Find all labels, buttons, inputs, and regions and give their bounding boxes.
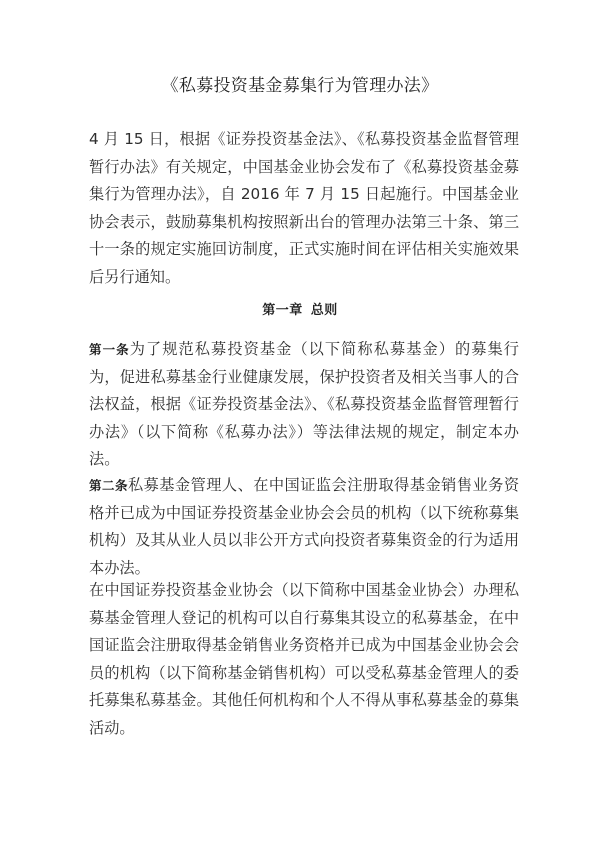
article-2-number: 第二条	[89, 478, 128, 493]
article-1-text: 为了规范私募投资基金（以下简称私募基金）的募集行为，促进私募基金行业健康发展，保护投资者及相关当事人的合法权益，根据《证券投资基金法》、《私募投资基金监督管理暂行办法》（以下简称《私募办法》）等法律法规的规定，制定本办法。	[89, 340, 519, 468]
article-1	[89, 336, 519, 474]
article-1-number: 第一条	[89, 342, 130, 357]
article-2	[89, 472, 519, 582]
chapter-heading	[0, 301, 600, 321]
document-title: 《私募投资基金募集行为管理办法》	[161, 76, 439, 96]
chapter-number: 第一章	[262, 303, 303, 318]
article-2-text: 私募基金管理人、在中国证监会注册取得基金销售业务资格并已成为中国证券投资基金业协会会员的机构（以下统称募集机构）及其从业人员以非公开方式向投资者募集资金的行为适用本办法。	[89, 476, 519, 577]
article-2-continuation: 在中国证券投资基金业协会（以下简称中国基金业协会）办理私募基金管理人登记的机构可以自行募集其设立的私募基金，在中国证监会注册取得基金销售业务资格并已成为中国基金业协会会员的机构（以下简称基金销售机构）可以受私募基金管理人的委托募集私募基金。其他任何机构和个人不得从事私募基金的募集活动。	[89, 581, 519, 737]
intro-paragraph: 4 月 15 日，根据《证券投资基金法》、《私募投资基金监督管理暂行办法》有关规定，中国基金业协会发布了《私募投资基金募集行为管理办法》，自 2016 年 7 月 15 日起施行。中国基金业协会表示，鼓励募集机构按照新出台的管理办法第三十条、第三十一条的规定实施回访制度，正式实施时间在评估相关实施效果后另行通知。	[89, 130, 519, 286]
chapter-name: 总则	[310, 303, 338, 318]
